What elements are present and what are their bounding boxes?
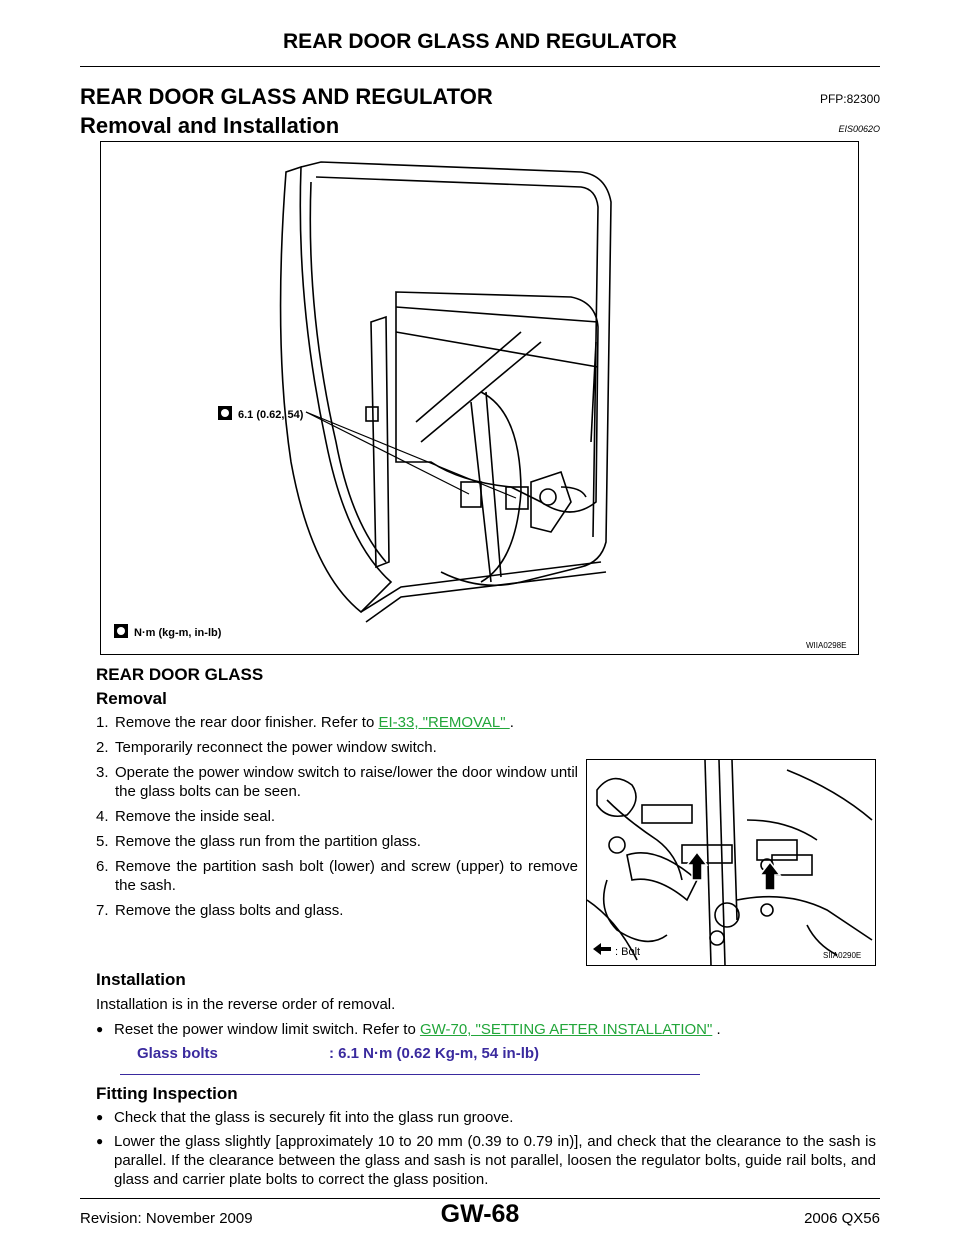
footer-model: 2006 QX56 <box>804 1210 880 1227</box>
section-subcode: EIS0062O <box>838 124 880 134</box>
removal-step-4 <box>96 807 578 826</box>
removal-step-6 <box>96 857 578 895</box>
step-number: 7. <box>96 902 109 919</box>
torque-callout-label: 6.1 (0.62, 54) <box>238 409 304 421</box>
removal-step-5 <box>96 832 578 851</box>
footer-page-number: GW-68 <box>440 1200 520 1228</box>
installation-heading: Installation <box>96 970 186 989</box>
step-number: 3. <box>96 764 109 781</box>
step-number: 4. <box>96 808 109 825</box>
door-glass-drawing <box>101 142 858 654</box>
spec-label: Glass bolts <box>137 1045 218 1062</box>
rear-door-glass-heading: REAR DOOR GLASS <box>96 665 264 684</box>
torque-unit-label: N·m (kg-m, in-lb) <box>134 627 222 639</box>
step-text: Remove the inside seal. <box>115 808 276 825</box>
bullet-icon: ● <box>96 1110 104 1124</box>
section-code: PFP:82300 <box>819 92 880 106</box>
fitting-bullet-2 <box>96 1132 876 1189</box>
step-text: Operate the power window switch to raise/lower the door window until the glass bolts can be seen. <box>115 764 578 800</box>
section-subtitle: Removal and Installation <box>80 113 340 138</box>
fitting-bullet-1 <box>96 1108 876 1127</box>
bullet-text-after: . <box>712 1021 721 1038</box>
removal-step-2 <box>96 738 578 757</box>
footer-rule <box>80 1198 880 1199</box>
bullet-icon: ● <box>96 1134 104 1148</box>
figure2-id: SIIA0290E <box>823 951 862 960</box>
removal-step-1 <box>96 713 578 732</box>
step-text: Remove the glass bolts and glass. <box>115 902 344 919</box>
step-text: Remove the glass run from the partition glass. <box>115 833 421 850</box>
installation-bullet <box>96 1020 876 1039</box>
glass-bolt-figure <box>586 759 876 966</box>
installation-intro: Installation is in the reverse order of removal. <box>96 996 396 1013</box>
removal-heading: Removal <box>96 689 167 708</box>
step-number: 2. <box>96 739 109 756</box>
step-text: Temporarily reconnect the power window switch. <box>115 739 437 756</box>
spec-value: : 6.1 N·m (0.62 Kg-m, 54 in-lb) <box>329 1045 540 1062</box>
header-rule <box>80 66 880 67</box>
door-glass-figure <box>100 141 859 655</box>
ei-33-removal-link[interactable]: EI-33, "REMOVAL" <box>378 714 510 731</box>
step-text: Remove the rear door finisher. Refer to <box>115 714 379 731</box>
figure1-id: WIIA0298E <box>806 641 847 650</box>
bullet-text: Lower the glass slightly [approximately 10 to 20 mm (0.39 to 0.79 in)], and check that the clearance to the sash is parallel. If the clearance between the glass and sash is not parallel, loosen the regulator bolts, guide rail bolts, and glass and carrier plate bolts to correct the glass position. <box>114 1133 876 1188</box>
step-text-after: . <box>509 714 514 731</box>
bullet-text: Check that the glass is securely fit into the glass run groove. <box>114 1109 514 1126</box>
gw-70-setting-link[interactable]: GW-70, "SETTING AFTER INSTALLATION" <box>419 1021 713 1038</box>
bullet-icon: ● <box>96 1022 104 1036</box>
bolt-legend-label: : Bolt <box>615 946 641 958</box>
glass-bolt-drawing <box>587 760 875 965</box>
spec-rule <box>120 1074 700 1075</box>
step-text: Remove the partition sash bolt (lower) and screw (upper) to remove the sash. <box>115 858 578 894</box>
step-number: 1. <box>96 714 109 731</box>
footer-revision: Revision: November 2009 <box>80 1210 253 1227</box>
fitting-heading: Fitting Inspection <box>96 1084 238 1103</box>
bullet-text: Reset the power window limit switch. Refer to <box>114 1021 420 1038</box>
running-header-title: REAR DOOR GLASS AND REGULATOR <box>283 30 677 53</box>
step-number: 5. <box>96 833 109 850</box>
section-title: REAR DOOR GLASS AND REGULATOR <box>80 84 493 109</box>
removal-step-3 <box>96 763 578 801</box>
removal-step-7 <box>96 901 578 920</box>
step-number: 6. <box>96 858 109 875</box>
